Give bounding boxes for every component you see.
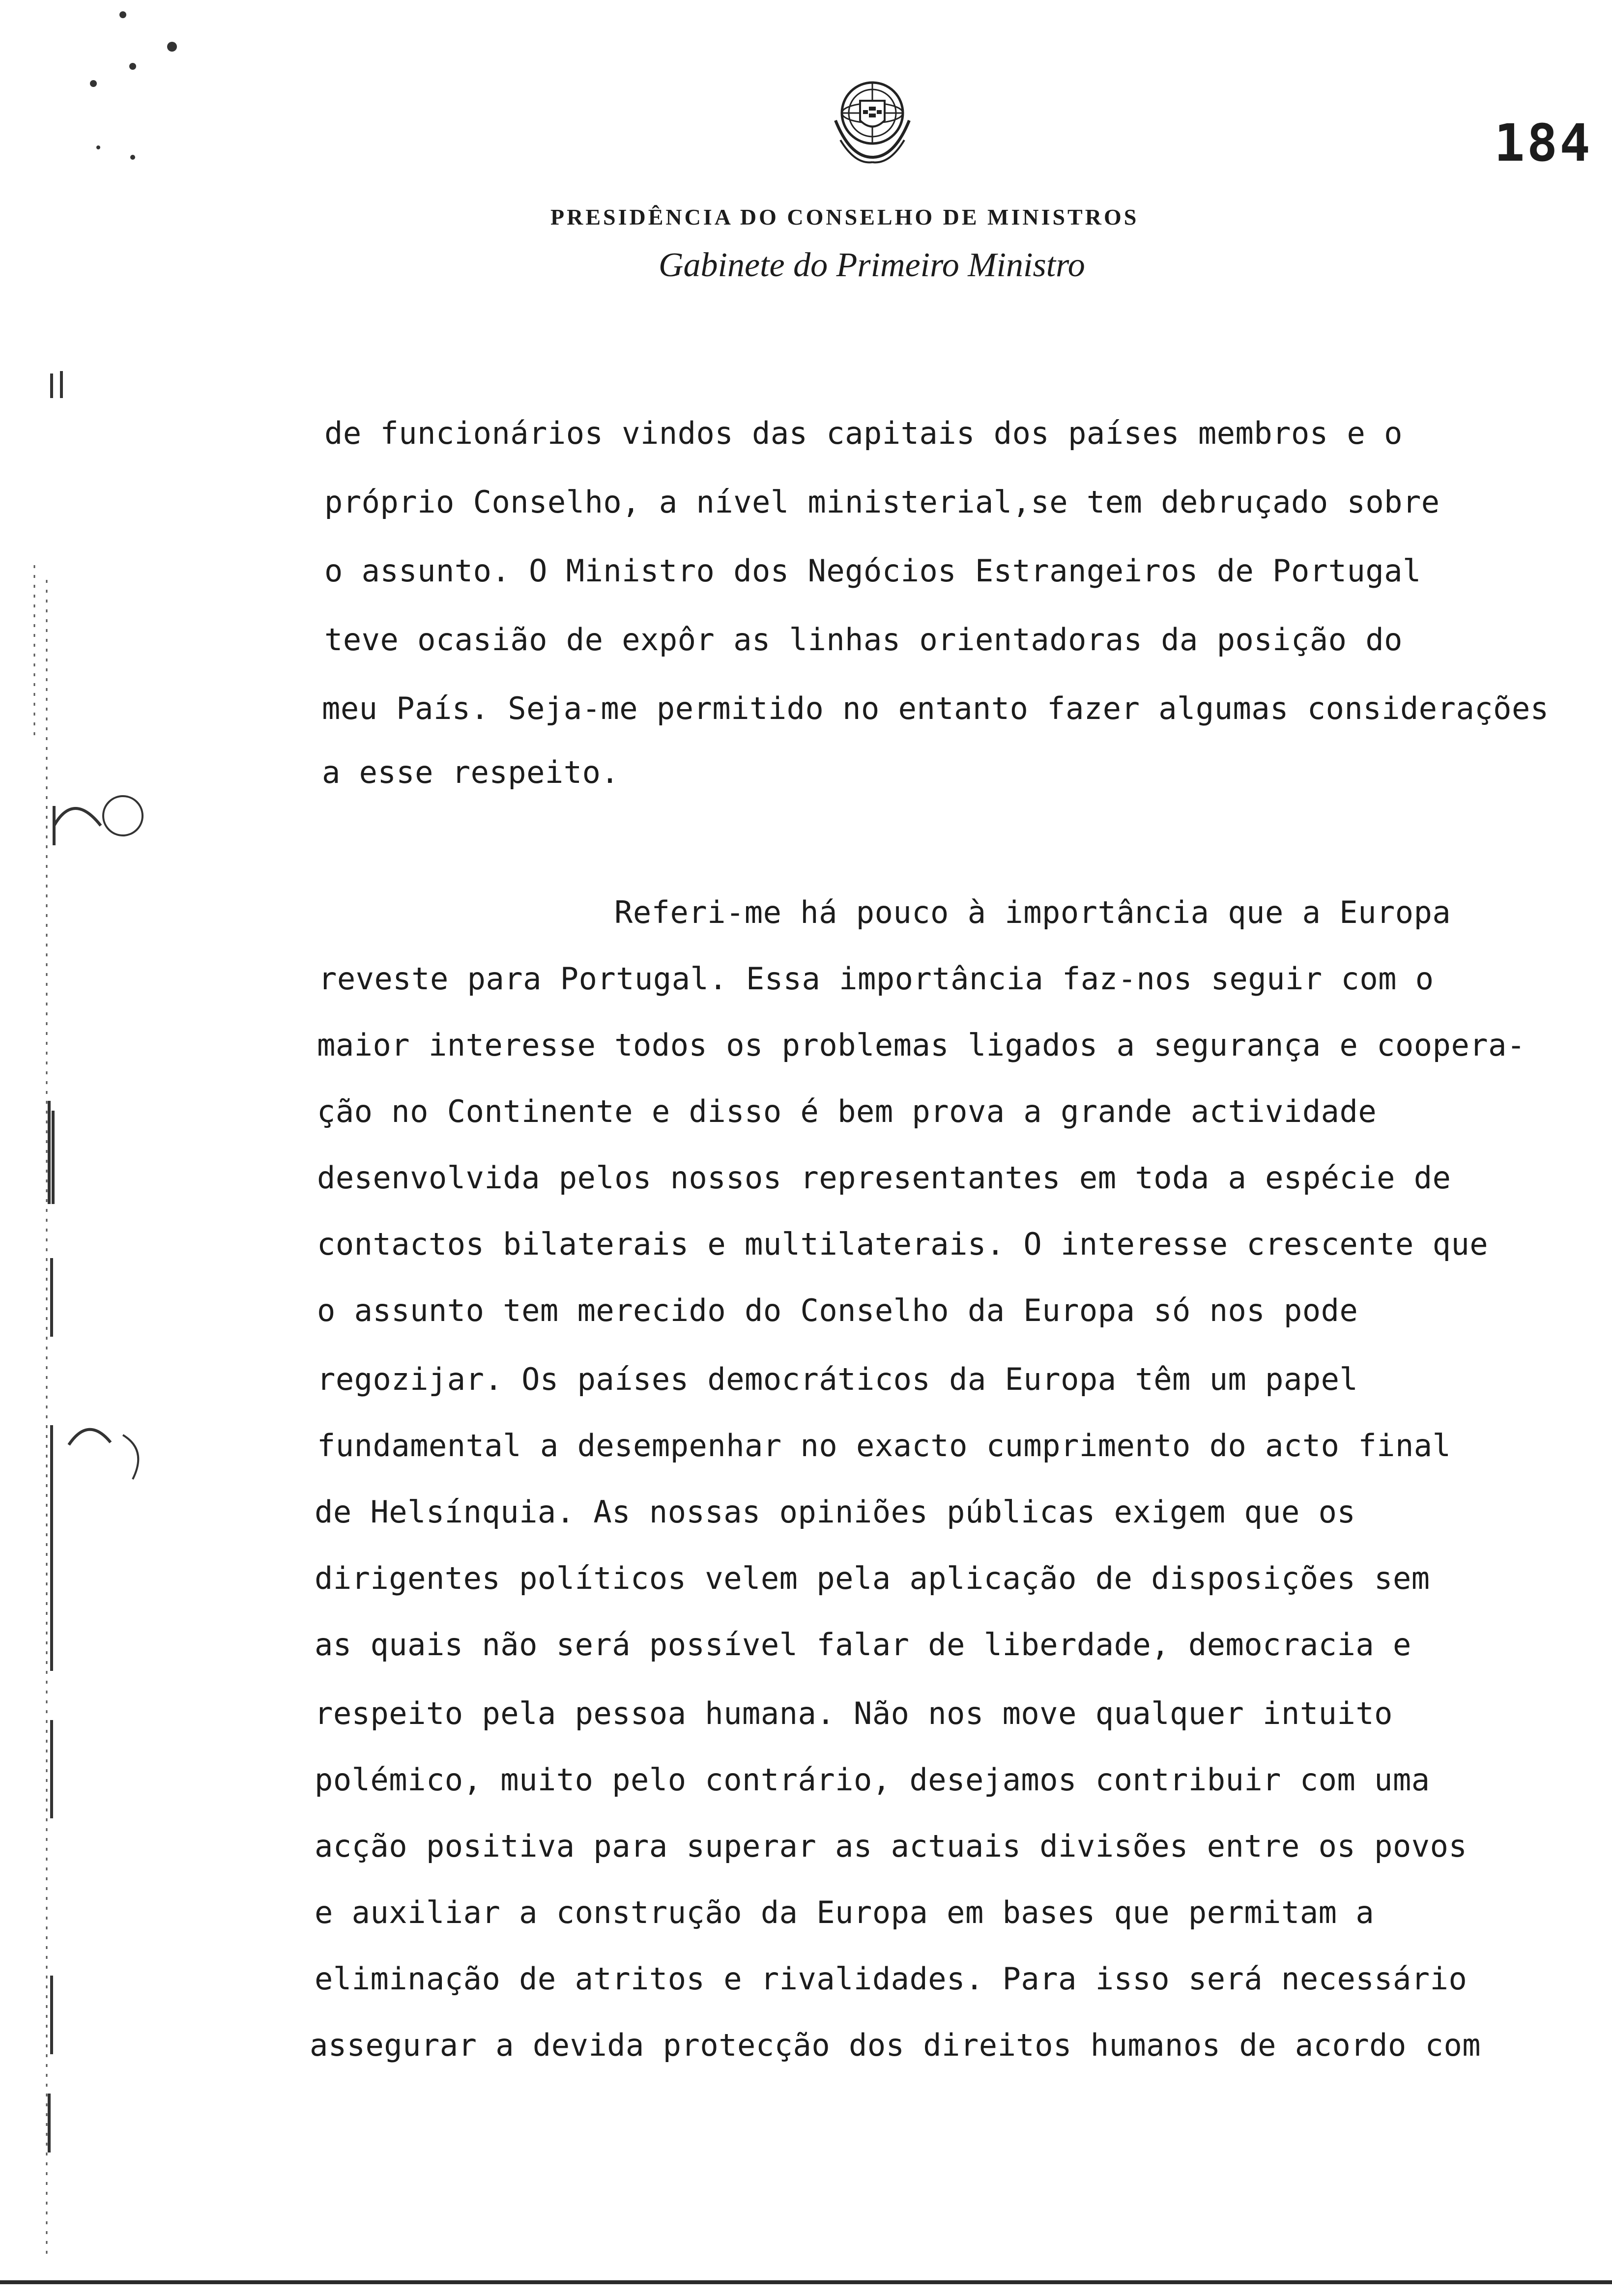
paragraph2-line: desenvolvida pelos nossos representantes em toda a espécie de [317, 1160, 1451, 1196]
paragraph1-line: próprio Conselho, a nível ministerial,se tem debruçado sobre [324, 484, 1440, 520]
paragraph2-line: assegurar a devida protecção dos direitos humanos de acordo com [310, 2027, 1481, 2063]
paragraph2-line: dirigentes políticos velem pela aplicação de disposições sem [315, 1560, 1430, 1596]
portuguese-coat-of-arms-emblem-icon [821, 66, 924, 170]
paragraph2-line: e auxiliar a construção da Europa em bases que permitam a [315, 1894, 1375, 1930]
paragraph2-line: Referi-me há pouco à importância que a Europa [614, 894, 1451, 930]
bottom-border-rule [0, 2280, 1612, 2284]
paragraph2-line: respeito pela pessoa humana. Não nos move qualquer intuito [315, 1695, 1393, 1731]
paragraph1-line: meu País. Seja-me permitido no entanto fazer algumas considerações [322, 690, 1549, 726]
paragraph2-line: eliminação de atritos e rivalidades. Para isso será necessário [315, 1961, 1468, 1997]
paragraph2-line: maior interesse todos os problemas ligados a segurança e coopera- [317, 1027, 1526, 1063]
margin-scan-marks [0, 0, 177, 2296]
paragraph1-line: de funcionários vindos das capitais dos países membros e o [324, 415, 1403, 451]
paragraph1-line: teve ocasião de expôr as linhas orientadoras da posição do [324, 622, 1403, 658]
paragraph2-line: regozijar. Os países democráticos da Europa têm um papel [317, 1361, 1358, 1397]
cabinet-subtitle: Gabinete do Primeiro Ministro [659, 246, 1085, 284]
paragraph2-line: o assunto tem merecido do Conselho da Europa só nos pode [317, 1292, 1358, 1328]
paragraph1-line: a esse respeito. [322, 754, 620, 790]
ministry-title: PRESIDÊNCIA DO CONSELHO DE MINISTROS [550, 204, 1139, 230]
page-number: 184 [1494, 113, 1592, 173]
paragraph2-line: reveste para Portugal. Essa importância faz-nos seguir com o [318, 961, 1434, 997]
paragraph2-line: fundamental a desempenhar no exacto cumprimento do acto final [317, 1428, 1451, 1464]
paragraph2-line: acção positiva para superar as actuais divisões entre os povos [315, 1828, 1468, 1864]
paragraph2-line: de Helsínquia. As nossas opiniões públicas exigem que os [315, 1494, 1356, 1530]
paragraph2-line: ção no Continente e disso é bem prova a grande actividade [317, 1093, 1377, 1129]
paragraph2-line: polémico, muito pelo contrário, desejamos contribuir com uma [315, 1762, 1430, 1798]
paragraph1-line: o assunto. O Ministro dos Negócios Estrangeiros de Portugal [324, 553, 1421, 589]
paragraph2-line: as quais não será possível falar de liberdade, democracia e [315, 1627, 1411, 1663]
paragraph2-line: contactos bilaterais e multilaterais. O interesse crescente que [317, 1226, 1489, 1262]
